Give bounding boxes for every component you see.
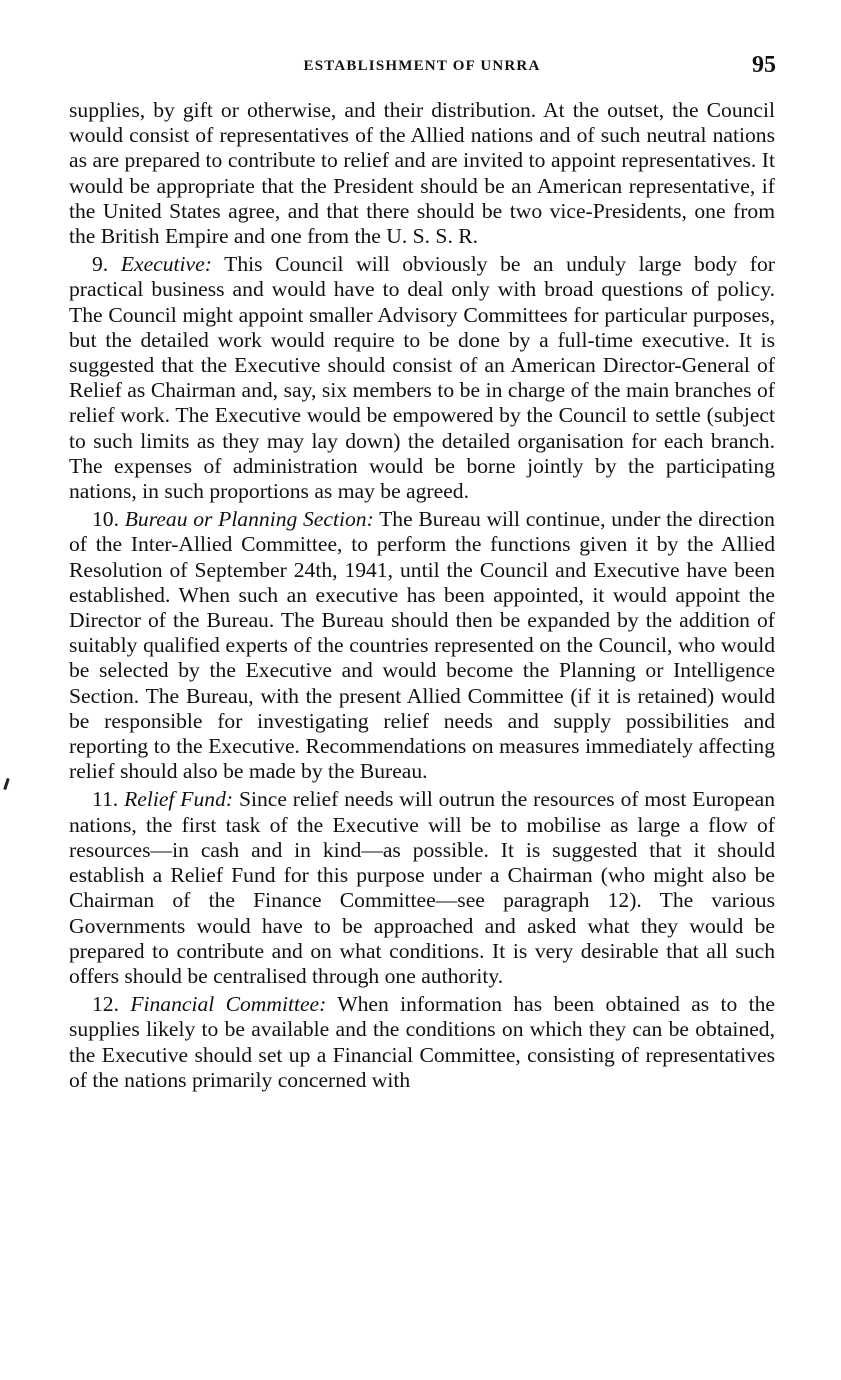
margin-ink-mark	[3, 778, 10, 790]
running-head	[68, 52, 776, 82]
paragraph-text: When information has been obtained as to the supplies likely to be available and the conditions on which they can be obtained, the Executive should set up a Financial Committee, consisting of representatives of the nations primarily concerned with	[69, 992, 775, 1092]
paragraph-text: The Bureau will continue, under the direction of the Inter-Allied Committee, to perform the functions given it by the Allied Resolution of September 24th, 1941, until the Council and Executive have been established. When such an executive has been appointed, it would appoint the Director of the Bureau. The Bureau should then be expanded by the addition of suitably qualified experts of the countries represented on the Council, who would be selected by the Executive and would become the Planning or Intelligence Section. The Bureau, with the present Allied Committee (if it is retained) would be responsible for investigating relief needs and supply possibilities and reporting to the Executive. Recommendations on measures immediately affecting relief should also be made by the Bureau.	[69, 507, 775, 784]
paragraph-continuation	[69, 98, 775, 249]
running-title: ESTABLISHMENT OF UNRRA	[303, 58, 541, 74]
paragraph-heading: Executive:	[120, 252, 212, 277]
paragraph-number: 10.	[92, 507, 119, 532]
paragraph-heading: Financial Committee:	[130, 992, 327, 1017]
paragraph-heading: Relief Fund:	[124, 787, 234, 812]
paragraph-number: 9.	[92, 252, 109, 277]
page-number: 95	[752, 52, 776, 78]
paragraph-executive	[69, 252, 775, 504]
paragraph-text: This Council will obviously be an unduly large body for practical business and would have to deal only with broad questions of policy. The Council might appoint smaller Advisory Committees for particular purposes, but the detailed work would require to be done by a full-time executive. It is suggested that the Executive should consist of an American Director-General of Relief as Chairman and, say, six members to be in charge of the main branches of relief work. The Executive would be empowered by the Council to settle (subject to such limits as they may lay down) the detailed organisation for each branch. The expenses of administration would be borne jointly by the participating nations, in such proportions as may be agreed.	[69, 252, 775, 504]
paragraph-number: 12.	[92, 992, 119, 1017]
paragraph-relief-fund	[69, 787, 775, 989]
paragraph-text: Since relief needs will outrun the resources of most European nations, the first task of the Executive will be to mobilise as large a flow of resources—in cash and in kind—as possible. It is suggested that it should establish a Relief Fund for this purpose under a Chairman (who might also be Chairman of the Finance Committee—see paragraph 12). The various Governments would have to be approached and asked what they would be prepared to contribute and on what conditions. It is very desirable that all such offers should be centralised through one authority.	[69, 787, 776, 988]
paragraph-bureau	[69, 507, 775, 784]
body-text	[69, 98, 775, 1096]
paragraph-text: supplies, by gift or otherwise, and their distribution. At the outset, the Council would consist of representatives of the Allied nations and of such neutral nations as are prepared to contribute to relief and are invited to appoint representatives. It would be appropriate that the President should be an American representative, if the United States agree, and that there should be two vice-Presidents, one from the British Empire and one from the U. S. S. R.	[69, 98, 775, 249]
paragraph-heading: Bureau or Planning Section:	[124, 507, 374, 532]
paragraph-number: 11.	[92, 787, 119, 812]
paragraph-financial-committee	[69, 992, 775, 1093]
